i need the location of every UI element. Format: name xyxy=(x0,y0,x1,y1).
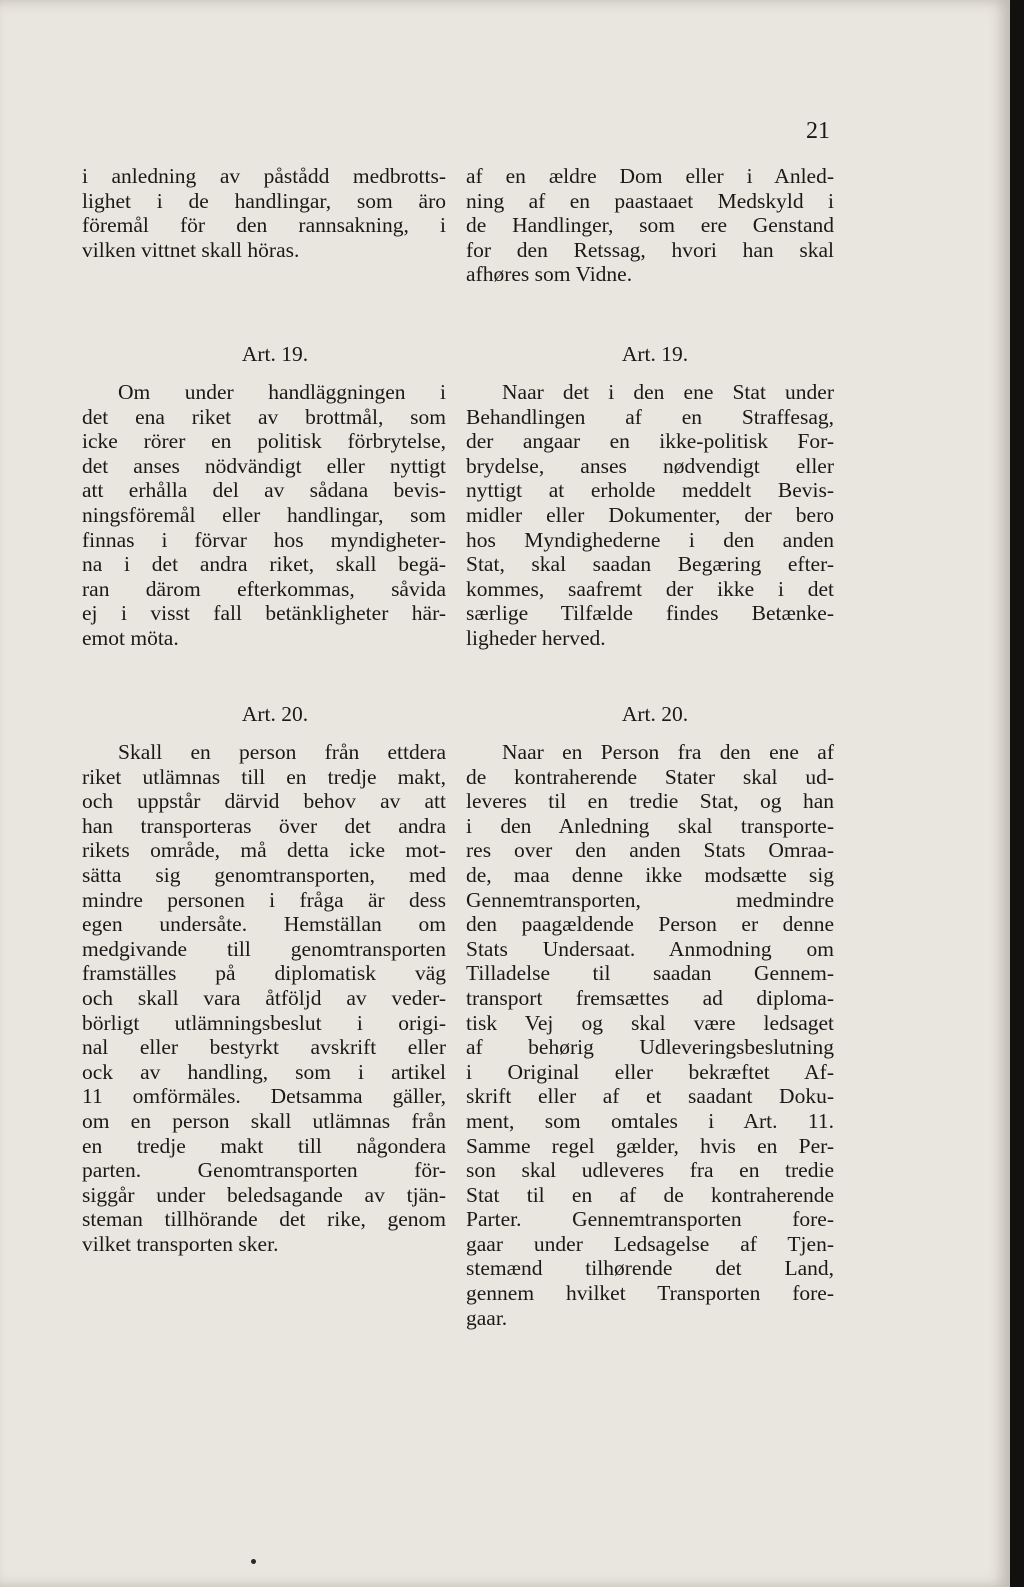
text-line: ligheder herved. xyxy=(466,625,606,650)
text-line: i den Anledning skal transporte- xyxy=(466,813,834,838)
danish-art20-heading: Art. 20. xyxy=(621,702,689,726)
text-line: lighet i de handlingar, som äro xyxy=(82,188,446,213)
text-line: nyttigt at erholde meddelt Bevis- xyxy=(466,478,834,503)
text-line: res over den anden Stats Omraa- xyxy=(466,838,834,863)
text-line: Om under handläggningen i xyxy=(118,380,446,404)
danish-art19-paragraph xyxy=(466,380,834,651)
text-line: en tredje makt till någondera xyxy=(82,1133,446,1158)
text-line: ej i visst fall betänkligheter här- xyxy=(82,601,446,626)
text-line: Parter. Gennemtransporten fore- xyxy=(466,1207,834,1232)
text-line: af behørig Udleveringsbeslutning xyxy=(466,1035,834,1060)
text-line: siggår under beledsagande av tjän- xyxy=(82,1182,446,1207)
text-line: de, maa denne ikke modsætte sig xyxy=(466,862,834,887)
text-line: och uppstår därvid behov av att xyxy=(82,789,446,814)
text-line: han transporteras över det andra xyxy=(82,813,446,838)
text-line: brydelse, anses nødvendigt eller xyxy=(466,453,834,478)
danish-art20-paragraph xyxy=(466,740,834,1330)
text-line: ning af en paastaaet Medskyld i xyxy=(466,188,834,213)
text-line: ran därom efterkommas, såvida xyxy=(82,576,446,601)
swedish-art19-paragraph xyxy=(82,380,446,651)
text-line: börligt utlämningsbeslut i origi- xyxy=(82,1010,446,1035)
text-line: och skall vara åtföljd av veder- xyxy=(82,985,446,1010)
text-line: vilken vittnet skall höras. xyxy=(82,237,300,262)
swedish-art20-heading: Art. 20. xyxy=(241,702,309,726)
text-line: de kontraherende Stater skal ud- xyxy=(466,764,834,789)
text-line: framställes på diplomatisk väg xyxy=(82,961,446,986)
text-line: for den Retssag, hvori han skal xyxy=(466,237,834,262)
text-line: egen undersåte. Hemställan om xyxy=(82,912,446,937)
page-edge-shadow xyxy=(1010,0,1024,1587)
text-line: att erhålla del av sådana bevis- xyxy=(82,478,446,503)
text-line: afhøres som Vidne. xyxy=(466,262,633,287)
text-line: Stat, skal saadan Begæring efter- xyxy=(466,552,834,577)
text-line: leveres til en tredie Stat, og han xyxy=(466,789,834,814)
text-line: det anses nödvändigt eller nyttigt xyxy=(82,453,446,478)
text-line: der angaar en ikke-politisk For- xyxy=(466,429,834,454)
text-line: emot möta. xyxy=(82,625,179,650)
text-line: Gennemtransporten, medmindre xyxy=(466,887,834,912)
text-line: stemænd tilhørende det Land, xyxy=(466,1256,834,1281)
text-line: de Handlinger, som ere Genstand xyxy=(466,213,834,238)
text-line: na i det andra riket, skall begä- xyxy=(82,552,446,577)
danish-art19-heading: Art. 19. xyxy=(621,342,689,366)
text-line: om en person skall utlämnas från xyxy=(82,1108,446,1133)
text-line: i anledning av påstådd medbrotts- xyxy=(82,164,446,188)
text-line: 11 omförmäles. Detsamma gäller, xyxy=(82,1084,446,1109)
printing-speck xyxy=(251,1559,256,1564)
text-line: tisk Vej og skal være ledsaget xyxy=(466,1010,834,1035)
text-line: riket utlämnas till en tredje makt, xyxy=(82,764,446,789)
text-line: ock av handling, som i artikel xyxy=(82,1059,446,1084)
text-line: parten. Genomtransporten för- xyxy=(82,1158,446,1183)
text-line: midler eller Dokumenter, der bero xyxy=(466,502,834,527)
text-line: son skal udleveres fra en tredie xyxy=(466,1158,834,1183)
swedish-intro-paragraph xyxy=(82,164,446,262)
text-line: ment, som omtales i Art. 11. xyxy=(466,1108,834,1133)
text-line: Skall en person från ettdera xyxy=(118,740,446,764)
text-line: Samme regel gælder, hvis en Per- xyxy=(466,1133,834,1158)
text-line: Stats Undersaat. Anmodning om xyxy=(466,936,834,961)
text-line: vilket transporten sker. xyxy=(82,1231,279,1256)
swedish-art20-paragraph xyxy=(82,740,446,1256)
text-line: finnas i förvar hos myndigheter- xyxy=(82,527,446,552)
danish-intro-paragraph xyxy=(466,164,834,287)
text-line: Naar en Person fra den ene af xyxy=(502,740,834,764)
text-line: mindre personen i fråga är dess xyxy=(82,887,446,912)
text-line: sätta sig genomtransporten, med xyxy=(82,862,446,887)
text-line: Tilladelse til saadan Gennem- xyxy=(466,961,834,986)
text-line: nal eller bestyrkt avskrift eller xyxy=(82,1035,446,1060)
text-line: skrift eller af et saadant Doku- xyxy=(466,1084,834,1109)
text-line: gaar. xyxy=(466,1305,508,1330)
text-line: medgivande till genomtransporten xyxy=(82,936,446,961)
text-line: af en ældre Dom eller i Anled- xyxy=(466,164,834,188)
text-line: transport fremsættes ad diploma- xyxy=(466,985,834,1010)
text-line: ningsföremål eller handlingar, som xyxy=(82,502,446,527)
text-line: föremål för den rannsakning, i xyxy=(82,213,446,238)
text-line: særlige Tilfælde findes Betænke- xyxy=(466,601,834,626)
page-number: 21 xyxy=(806,118,830,144)
text-line: rikets område, må detta icke mot- xyxy=(82,838,446,863)
text-line: i Original eller bekræftet Af- xyxy=(466,1059,834,1084)
swedish-art19-heading: Art. 19. xyxy=(241,342,309,366)
text-line: kommes, saafremt der ikke i det xyxy=(466,576,834,601)
text-line: hos Myndighederne i den anden xyxy=(466,527,834,552)
text-line: det ena riket av brottmål, som xyxy=(82,404,446,429)
text-line: Behandlingen af en Straffesag, xyxy=(466,404,834,429)
text-line: gennem hvilket Transporten fore- xyxy=(466,1281,834,1306)
text-line: Naar det i den ene Stat under xyxy=(502,380,834,404)
text-line: icke rörer en politisk förbrytelse, xyxy=(82,429,446,454)
text-line: gaar under Ledsagelse af Tjen- xyxy=(466,1231,834,1256)
text-line: Stat til en af de kontraherende xyxy=(466,1182,834,1207)
text-line: steman tillhörande det rike, genom xyxy=(82,1207,446,1232)
text-line: den paagældende Person er denne xyxy=(466,912,834,937)
